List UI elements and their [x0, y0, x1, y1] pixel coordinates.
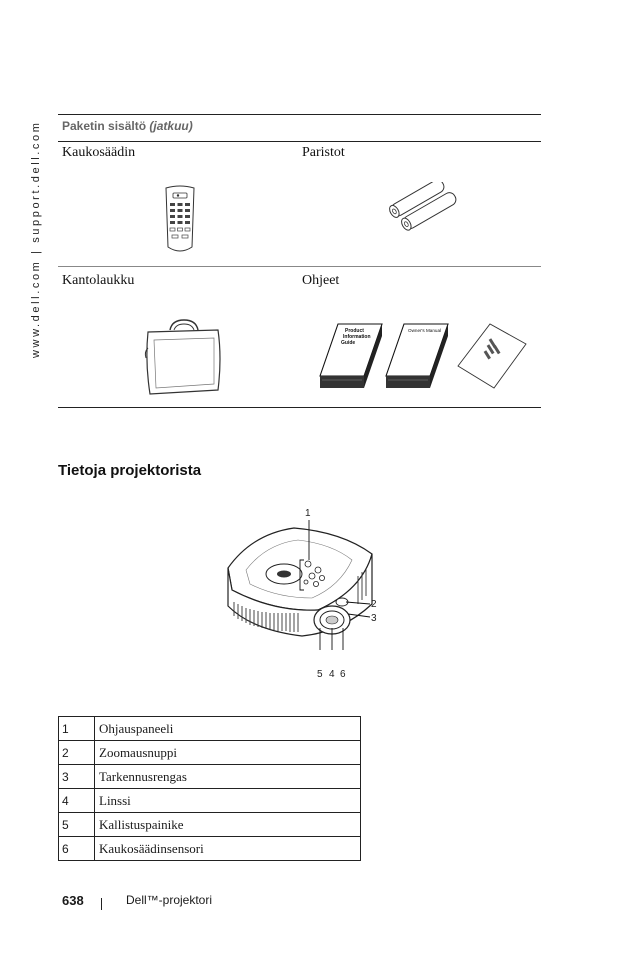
table-row: [59, 789, 361, 813]
callout-6: 6: [340, 669, 346, 680]
manual-title-owners: Owner's Manual: [408, 328, 442, 333]
part-name: Linssi: [95, 789, 361, 813]
page-number: 638: [62, 893, 84, 908]
remote-control-image: [162, 185, 198, 255]
batteries-image: [384, 182, 462, 232]
footer-title: Dell™-projektori: [126, 893, 213, 907]
part-name: Tarkennusrengas: [95, 765, 361, 789]
parts-table: [58, 716, 361, 861]
part-name: Zoomausnuppi: [95, 741, 361, 765]
callout-3: 3: [371, 613, 377, 624]
table-bottom-rule: [58, 407, 541, 408]
table-top-rule: [58, 114, 541, 115]
callout-1: 1: [305, 508, 311, 519]
contents-header-main: Paketin sisältö: [62, 119, 147, 133]
callout-5: 5: [317, 669, 323, 680]
sidebar-url: www.dell.com | support.dell.com: [30, 120, 42, 358]
part-name: Kaukosäädinsensori: [95, 837, 361, 861]
part-number: 2: [59, 741, 95, 765]
table-row: [59, 765, 361, 789]
contents-header-sub: (jatkuu): [149, 119, 193, 133]
table-row: [59, 813, 361, 837]
projector-image: [222, 520, 382, 650]
part-number: 1: [59, 717, 95, 741]
header-divider: [58, 141, 541, 142]
carry-case-image: [142, 318, 224, 398]
callout-2: 2: [371, 599, 377, 610]
table-row: [59, 741, 361, 765]
manual-title-line-3: Guide: [341, 340, 356, 346]
item-label-remote: Kaukosäädin: [62, 145, 136, 160]
callout-4: 4: [329, 669, 335, 680]
table-row: [59, 837, 361, 861]
item-label-batteries: Paristot: [302, 145, 345, 160]
item-label-carry-case: Kantolaukku: [62, 273, 135, 288]
part-name: Kallistuspainike: [95, 813, 361, 837]
manuals-image: [318, 318, 528, 393]
table-row: [59, 717, 361, 741]
contents-header: [62, 119, 193, 133]
part-name: Ohjauspaneeli: [95, 717, 361, 741]
part-number: 6: [59, 837, 95, 861]
part-number: 3: [59, 765, 95, 789]
footer-separator: [101, 898, 102, 910]
manual-title-line-1: Product: [345, 328, 364, 334]
item-label-manuals: Ohjeet: [302, 273, 340, 288]
section-title: Tietoja projektorista: [58, 462, 202, 479]
part-number: 5: [59, 813, 95, 837]
manual-title-line-2: Information: [343, 334, 371, 340]
part-number: 4: [59, 789, 95, 813]
row-divider: [58, 266, 541, 267]
